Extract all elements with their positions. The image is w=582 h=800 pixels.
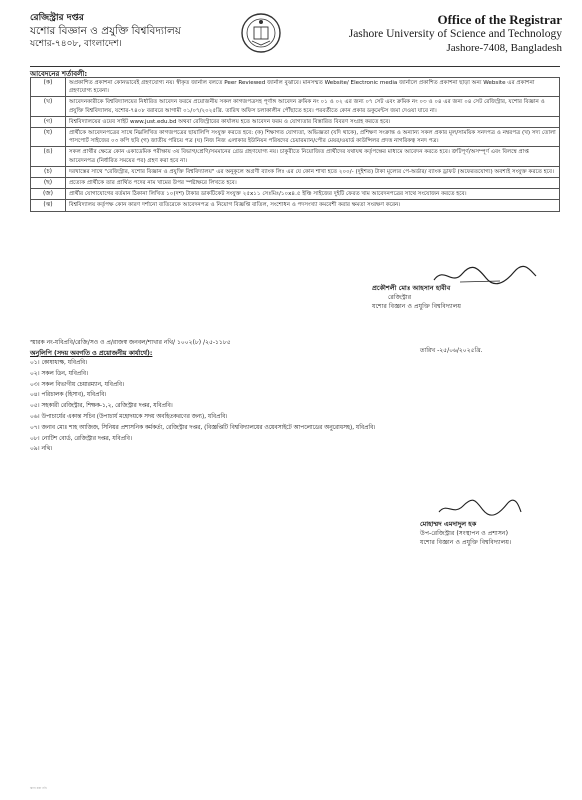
condition-row: [31, 128, 560, 147]
copy-heading: অনুলিপি (সদয় অবগতি ও প্রয়োজনীয় কার্যার্থে):: [30, 350, 153, 357]
deputy-registrar-signature-icon: [435, 496, 525, 520]
location-bn: যশোর-৭৪০৮, বাংলাদেশ।: [30, 39, 122, 49]
office-name-bn: রেজিস্ট্রার দপ্তর: [30, 13, 84, 23]
location-en: Jashore-7408, Bangladesh: [446, 42, 562, 54]
condition-row: [31, 200, 560, 211]
condition-number: (জ): [31, 189, 66, 200]
deputy-registrar-name: মোহাম্মদ এমদাদুল হক: [420, 520, 477, 528]
condition-number: (ক): [31, 78, 66, 97]
deputy-registrar-signature-block: [420, 520, 580, 547]
condition-number: (গ): [31, 116, 66, 127]
header-bangla: [30, 12, 270, 51]
condition-text: বিশ্ববিদ্যালয়ের ওয়েব সাইট www.just.edu.bd অথবা রেজিস্ট্রারের কার্যালয় হতে আবেদন ফরম ও যোগ্যতার বিস্তারিত বিবরণ সংগ্রহ করতে হবে।: [66, 116, 560, 127]
registrar-name: প্রকৌশলী মোঃ আহসান হাবীব: [372, 284, 451, 292]
condition-text: দরখাস্তের সাথে "রেজিস্ট্রার, যশোর বিজ্ঞান ও প্রযুক্তি বিশ্ববিদ্যালয়" এর অনুকূলে অগ্রণী ব্যাংক লিঃ এর যে কোন শাখা হতে ২০০/- (দুইশত) টাকা মূল্যের পে-অর্ডার/ ব্যাংক ড্রাফট (অফেরতযোগ্য) অবশ্যই সংযুক্ত করতে হবে।: [66, 166, 560, 177]
registrar-signature-block: [372, 284, 542, 311]
condition-number: (ঘ): [31, 128, 66, 147]
conditions-title: আবেদনের শর্তাবলী:: [30, 70, 88, 78]
condition-row: [31, 116, 560, 127]
condition-number: (ঝ): [31, 200, 66, 211]
header-divider: [30, 66, 560, 67]
footer-note: স্ক্যান করা নথি: [30, 786, 47, 790]
office-name-en: Office of the Registrar: [437, 12, 562, 27]
condition-text: প্রত্যেক প্রার্থীকে তার প্রার্থিত পদের নাম খামের উপর স্পষ্টাক্ষরে লিখতে হবে।: [66, 178, 560, 189]
conditions-table: [30, 77, 560, 212]
condition-number: (চ): [31, 166, 66, 177]
list-item: ০৭। জনাব মোঃ শাহ আজিজ, সিনিয়র প্রশাসনিক কর্মকর্তা, রেজিস্ট্রার দপ্তর, (বিজ্ঞপ্তিটি বিশ্ববিদ্যালয়ের ওয়েবসাইটে আপলোডের অনুরোধসহ), যবিপ্রবি।: [30, 424, 376, 431]
condition-text: বিশ্ববিদ্যালয় কর্তৃপক্ষ কোন কারণ দর্শানো ব্যতিরেকে আবেদনপত্র ও নিয়োগ বিজ্ঞপ্তি বাতিল, সংশোধন ও পদসংখ্যা কমবেশী করার ক্ষমতা সংরক্ষণ করেন।: [66, 200, 560, 211]
condition-row: [31, 178, 560, 189]
list-item: ০৮। নোটিশ বোর্ড, রেজিস্ট্রার দপ্তর, যবিপ্রবি।: [30, 435, 132, 442]
university-seal-icon: [240, 12, 282, 54]
condition-number: (ছ): [31, 178, 66, 189]
header-english: [292, 12, 562, 55]
memo-date: তারিখ -২৫/০৬/২০২৫খ্রি.: [420, 347, 483, 354]
deputy-registrar-title: উপ-রেজিস্ট্রার (সংস্থাপন ও প্রশাসন): [420, 530, 509, 537]
list-item: ০৪। পরিচালক (হিসাব), যবিপ্রবি।: [30, 392, 107, 399]
list-item: ০৩। সকল বিভাগীয় চেয়ারম্যান, যবিপ্রবি।: [30, 381, 125, 388]
list-item: ০৫। সহকারী রেজিস্ট্রার, শিক্ষক-১,২, রেজিস্ট্রার দপ্তর, যবিপ্রবি।: [30, 403, 173, 410]
condition-row: [31, 166, 560, 177]
list-item: ০৬। উপাচার্যের একান্ত সচিব (উপাচার্য মহোদয়কে সদয় অবহিতকরণের জন্য), যবিপ্রবি।: [30, 413, 228, 420]
condition-text: অপ্রকাশিত প্রকাশনা কোনভাবেই গ্রহণযোগ্য নয়। স্বীকৃত জার্নাল বলতে Peer Reviewed জার্নাল বুঝাবে। মানসম্মত Website/ Electronic media জার্নালে প্রকাশিত প্রকাশনা ছাড়া অন্য Website এর প্রকাশনা গ্রহণযোগ্য হবেনা।: [66, 78, 560, 97]
list-item: ০২। সকল ডিন, যবিপ্রবি।: [30, 370, 89, 377]
registrar-title: রেজিস্ট্রার: [388, 294, 412, 301]
condition-row: [31, 78, 560, 97]
condition-number: (ঙ): [31, 147, 66, 166]
condition-number: (খ): [31, 97, 66, 116]
university-name-en: Jashore University of Science and Technology: [348, 28, 562, 40]
copy-list: [30, 358, 530, 455]
condition-row: [31, 189, 560, 200]
deputy-registrar-org: যশোর বিজ্ঞান ও প্রযুক্তি বিশ্ববিদ্যালয়।: [420, 539, 512, 546]
condition-text: সকল প্রার্থীর ক্ষেত্রে কোন একাডেমিক পরীক্ষায় ৩য় বিভাগ/শ্রেণি/সমমানের গ্রেড গ্রহণযোগ্য নয়। চাকুরীতে নিয়োজিত প্রার্থীদের যথাযথ কর্তৃপক্ষের মাধ্যমে আবেদন করতে হবে। ত্রুটিপূর্ণ/অসম্পূর্ণ এবং বিলম্বে প্রাপ্ত আবেদনপত্র (নির্ধারিত সময়ের পর) গ্রহণ করা হবে না।: [66, 147, 560, 166]
memo-number: স্মারক নং-যবিপ্রবি/রেজি/সও ও প্র/রাজস্ব জনবল/শাখার নথি/ ১০০২(৮) /২৫-১১৮৫: [30, 339, 231, 346]
registrar-org: যশোর বিজ্ঞান ও প্রযুক্তি বিশ্ববিদ্যালয়: [372, 303, 461, 310]
list-item: ০৯। নথি।: [30, 446, 53, 453]
condition-text: আবেদনকারীকে বিশ্ববিদ্যালয়ের নির্ধারিত আবেদন ফরমে প্রয়োজনীয় সকল কাগজপত্রসহ পূর্ণাঙ্গ আবেদন ক্রমিক নং ০১ ও ০২ এর জন্য ০৭ সেট এবং ক্রমিক নং ০৩ ও ০৪ এর জন্য ০৪ সেট রেজিস্ট্রার, যশোর বিজ্ঞান ও প্রযুক্তি বিশ্ববিদ্যালয়, যশোর-৭৪০৮ বরাবরে আগামী ০১/০৭/২০২৫খ্রি. তারিখ অফিস চলাকালীন পৌঁছাতে হবে। পরবর্তীতে কোন প্রকার ডকুমেন্টস জমা দেওয়া যাবে না।: [66, 97, 560, 116]
university-name-bn: যশোর বিজ্ঞান ও প্রযুক্তি বিশ্ববিদ্যালয়: [30, 25, 181, 37]
list-item: ০১। কোষাধ্যক্ষ, যবিপ্রবি।: [30, 360, 88, 366]
condition-text: প্রার্থীর যোগাযোগের বর্তমান ঠিকানা লিখিত ১০(দশ) টাকার ডাকটিকেট সংযুক্ত ২৫x১১ সেঃমিঃ/১০x৪.৫ ইঞ্চি সাইজের দুইটি ফেরত খাম আবেদনপত্রের সাথে সংযোজন করতে হবে।: [66, 189, 560, 200]
condition-row: [31, 147, 560, 166]
condition-row: [31, 97, 560, 116]
condition-text: প্রার্থীকে আবেদনপত্রের সাথে নিম্নলিখিত কাগজপত্রের ছায়ালিপি সংযুক্ত করতে হবে: (ক) শিক্ষাগত যোগ্যতা, অভিজ্ঞতা (যদি থাকে), প্রশিক্ষণ সংক্রান্ত ও অন্যান্য সকল প্রকার মূল/সাময়িক সনদপত্র ও নম্বরপত্র (খ) সদ্য তোলা পাসপোর্ট সাইজের ০৩ কপি ছবি (গ) জাতীয় পরিচয় পত্র (ঘ) নিজ নিজ এলাকার ইউনিয়ন পরিষদের চেয়ারম্যান/পৌর মেয়র/ওয়ার্ড কাউন্সিলর প্রদত্ত নাগরিকত্ব সনদ পত্র।: [66, 128, 560, 147]
